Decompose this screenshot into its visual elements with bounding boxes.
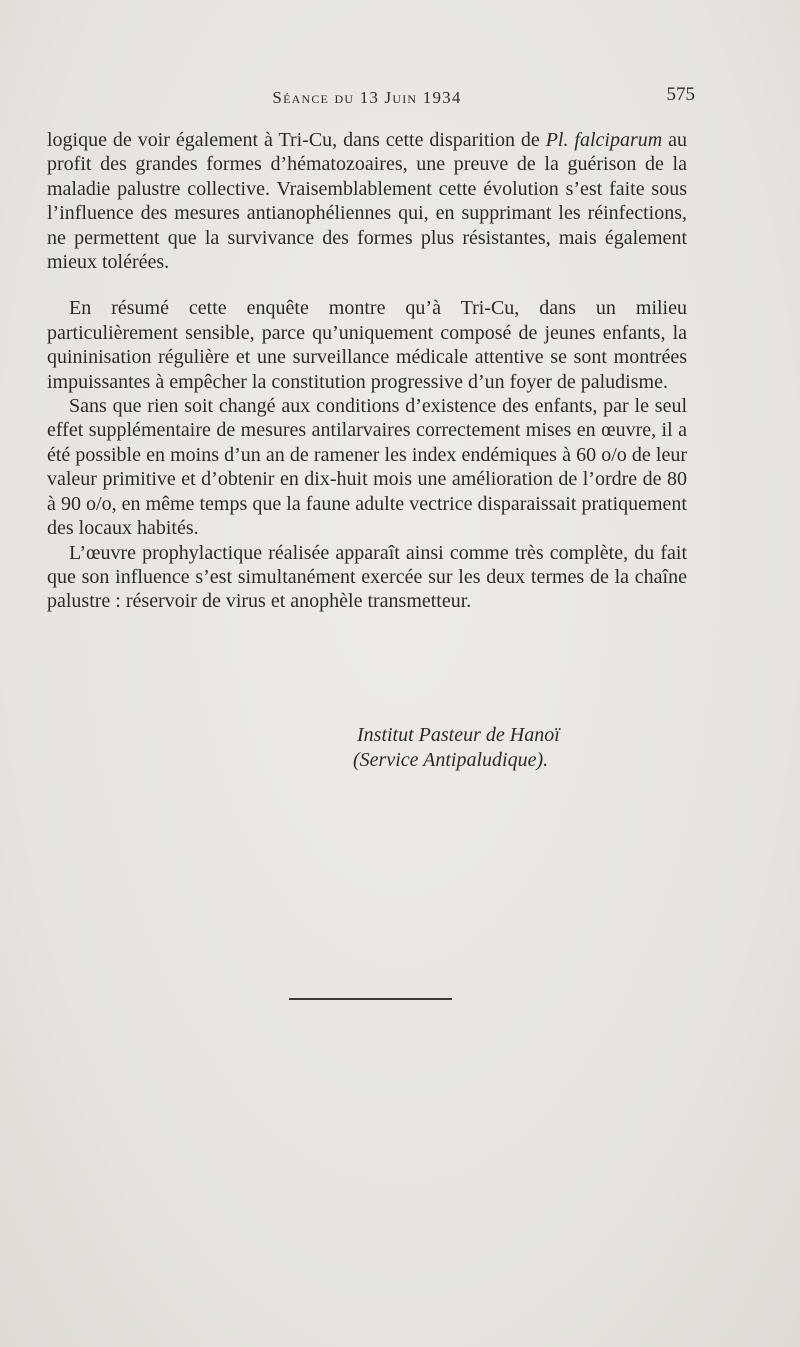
paragraph-1 — [47, 128, 687, 274]
paragraph-3: Sans que rien soit changé aux conditions d’existence des enfants, par le seul effet supplémentaire de mesures antilarvaires correctement mises en œuvre, il a été possible en moins d’un an de ramener les index endémiques à 60 o/o de leur valeur primitive et d’obtenir en dix-huit mois une amélioration de l’ordre de 80 à 90 o/o, en même temps que la faune adulte vectrice disparaissait pratiquement des locaux habités. — [47, 395, 687, 540]
running-title: Séance du 13 Juin 1934 — [272, 88, 462, 107]
signature-institution: Institut Pasteur de Hanoï — [357, 724, 560, 746]
signature-service: (Service Antipaludique). — [353, 749, 549, 771]
paragraph-2: En résumé cette enquête montre qu’à Tri-Cu, dans un milieu particulièrement sensible, parce qu’uniquement composé de jeunes enfants, la quininisation régulière et une surveillance médicale attentive se sont montrées impuissantes à empêcher la constitution progressive d’un foyer de paludisme. — [47, 297, 687, 393]
signature-block — [47, 723, 687, 773]
species-name: Pl. falciparum — [545, 129, 663, 151]
paragraph-4: L’œuvre prophylactique réalisée apparaît ainsi comme très complète, du fait que son influence s’est simultanément exercée sur les deux termes de la chaîne palustre : réservoir de virus et anophèle transmetteur. — [47, 541, 687, 613]
paragraph-1-text-b: au profit des grandes formes d’hématozoaires, une preuve de la guérison de la maladie palustre collective. Vraisemblablement cette évolution s’est faite sous l’influence des mesures antianophéliennes qui, en supprimant les réinfections, ne permettent que la survivance des formes plus résistantes, mais également mieux tolérées. — [47, 129, 687, 274]
end-rule — [289, 998, 452, 1000]
paragraph-1-text-a: logique de voir également à Tri-Cu, dans cette disparition de — [47, 129, 546, 151]
page-header — [47, 84, 695, 114]
body-text — [47, 128, 687, 614]
page-number: 575 — [666, 84, 695, 105]
paragraph-gap — [47, 274, 687, 296]
